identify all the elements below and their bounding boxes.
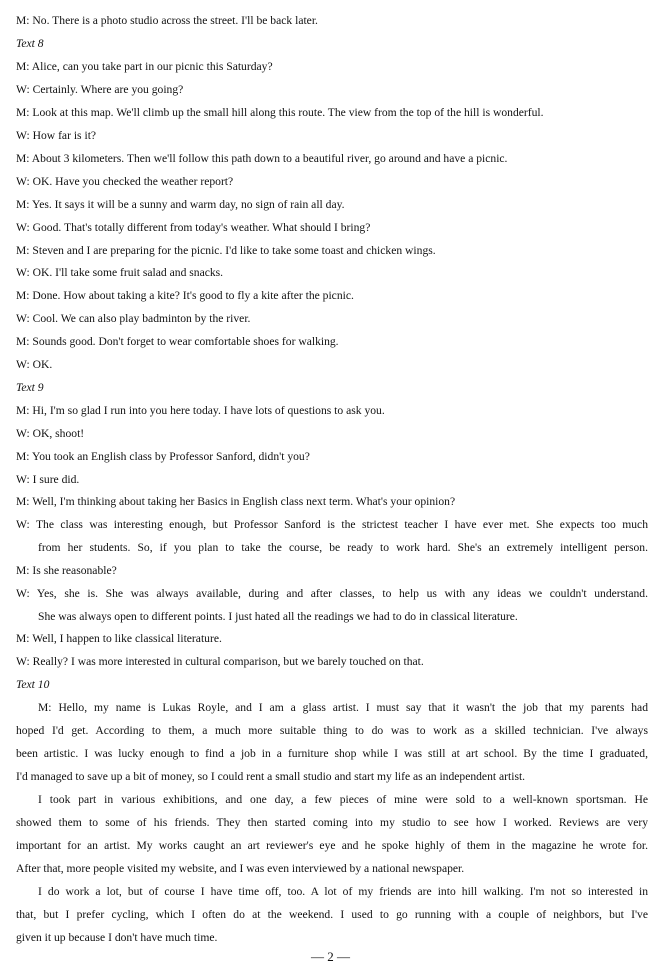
paragraph-line: hoped I'd get. According to them, a much more suitable thing to do was to work as a skilled technician. I've always	[16, 724, 648, 737]
dialogue-line: W: I sure did.	[16, 473, 80, 486]
paragraph-line: M: Hello, my name is Lukas Royle, and I am a glass artist. I must say that it wasn't the job that my parents had	[38, 701, 648, 714]
paragraph-line: I do work a lot, but of course I have time off, too. A lot of my friends are into hill walking. I'm not so interested in	[38, 885, 648, 898]
section-heading-text-10: Text 10	[16, 678, 50, 691]
dialogue-line: M: Look at this map. We'll climb up the small hill along this route. The view from the top of the hill is wonderful.	[16, 106, 544, 119]
dialogue-line: M: Hi, I'm so glad I run into you here today. I have lots of questions to ask you.	[16, 404, 385, 417]
dialogue-line: M: You took an English class by Professor Sanford, didn't you?	[16, 450, 310, 463]
dialogue-line: M: Yes. It says it will be a sunny and warm day, no sign of rain all day.	[16, 198, 345, 211]
dialogue-line: W: Yes, she is. She was always available, during and after classes, to help us with any ideas we couldn't understand.	[16, 587, 648, 600]
dialogue-line: M: About 3 kilometers. Then we'll follow this path down to a beautiful river, go around and have a picnic.	[16, 152, 508, 165]
dialogue-line: W: The class was interesting enough, but Professor Sanford is the strictest teacher I have ever met. She expects too much	[16, 518, 648, 531]
dialogue-line: W: OK, shoot!	[16, 427, 85, 440]
dialogue-line: W: Certainly. Where are you going?	[16, 83, 184, 96]
page-number: — 2 —	[311, 949, 350, 964]
paragraph-line: I took part in various exhibitions, and one day, a few pieces of mine were sold to a well-known sportsman. He	[38, 793, 648, 806]
dialogue-line-continued: from her students. So, if you plan to take the course, be ready to work hard. She's an extremely intelligent person.	[38, 541, 648, 554]
dialogue-line: W: How far is it?	[16, 129, 97, 142]
dialogue-line: M: Alice, can you take part in our picnic this Saturday?	[16, 60, 273, 73]
paragraph-line: been artistic. I was lucky enough to find a job in a furniture shop while I was still at art school. By the time I graduated,	[16, 747, 648, 760]
paragraph-line: given it up because I don't have much time.	[16, 931, 218, 944]
paragraph-line: I'd managed to save up a bit of money, so I could rent a small studio and start my life as an independent artist.	[16, 770, 526, 783]
paragraph-line: After that, more people visited my website, and I was even interviewed by a national newspaper.	[16, 862, 465, 875]
dialogue-line: W: OK. Have you checked the weather report?	[16, 175, 234, 188]
paragraph-line: important for an artist. My works caught an art reviewer's eye and he spoke highly of them in the magazine he wrote for.	[16, 839, 648, 852]
dialogue-line: W: Good. That's totally different from today's weather. What should I bring?	[16, 221, 371, 234]
section-heading-text-9: Text 9	[16, 381, 44, 394]
dialogue-line-continued: She was always open to different points. I just hated all the readings we had to do in classical literature.	[38, 610, 518, 623]
dialogue-line: M: Is she reasonable?	[16, 564, 117, 577]
dialogue-line: W: OK.	[16, 358, 53, 371]
dialogue-line: M: Sounds good. Don't forget to wear comfortable shoes for walking.	[16, 335, 339, 348]
dialogue-line: W: OK. I'll take some fruit salad and snacks.	[16, 266, 224, 279]
dialogue-line: W: Cool. We can also play badminton by the river.	[16, 312, 251, 325]
dialogue-line: M: Steven and I are preparing for the picnic. I'd like to take some toast and chicken wings.	[16, 244, 436, 257]
dialogue-line: W: Really? I was more interested in cultural comparison, but we barely touched on that.	[16, 655, 424, 668]
paragraph-line: showed them to some of his friends. They then started coming into my studio to see how I worked. Reviews are very	[16, 816, 648, 829]
dialogue-line: M: No. There is a photo studio across the street. I'll be back later.	[16, 14, 318, 27]
section-heading-text-8: Text 8	[16, 37, 44, 50]
dialogue-line: M: Well, I happen to like classical literature.	[16, 632, 222, 645]
dialogue-line: M: Well, I'm thinking about taking her Basics in English class next term. What's your opinion?	[16, 495, 456, 508]
dialogue-line: M: Done. How about taking a kite? It's good to fly a kite after the picnic.	[16, 289, 354, 302]
paragraph-line: that, but I prefer cycling, which I often do at the weekend. I used to go running with a couple of neighbors, but I've	[16, 908, 648, 921]
